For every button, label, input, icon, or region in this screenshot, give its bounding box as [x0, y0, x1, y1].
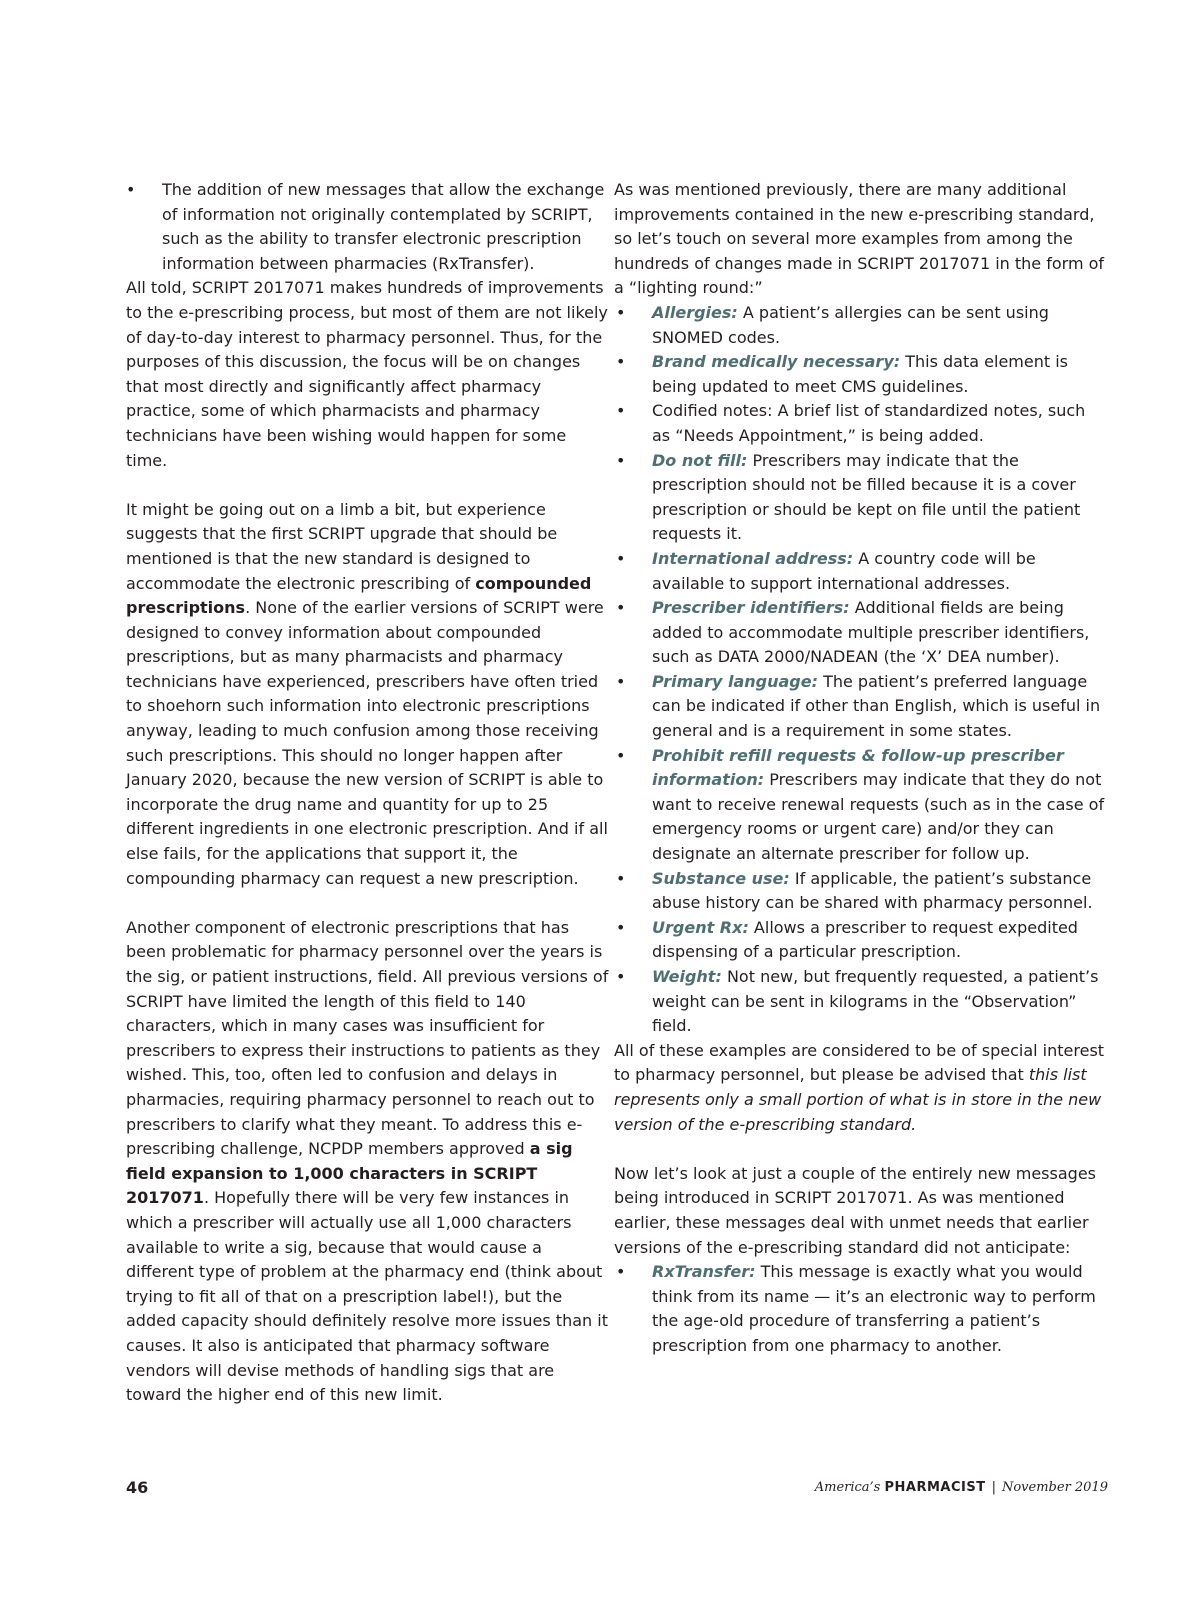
list-item [614, 670, 1108, 744]
list-item [614, 449, 1108, 547]
left-column [126, 178, 610, 1432]
para2-text-b: . None of the earlier versions of SCRIPT were designed to convey information about compounded prescriptions, but as many pharmacists and pharmacy technicians have experienced, prescribers have often tried to shoehorn such information into electronic prescriptions anyway, leading to much confusion among those receiving such prescriptions. This should no longer happen after January 2020, because the new version of SCRIPT is able to incorporate the drug name and quantity for up to 25 different ingredients in one electronic prescription. And if all else fails, for the applications that support it, the compounding pharmacy can request a new prescription. [126, 598, 608, 888]
item-text: Additional fields are being added to accommodate multiple prescriber identifiers, such as DATA 2000/NADEAN (the ‘X’ DEA number). [652, 598, 1090, 667]
para3-text-b: . Hopefully there will be very few instances in which a prescriber will actually use all 1,000 characters available to write a sig, because that would cause a different type of problem at the pharmacy end (think about trying to fit all of that on a prescription label!), but the added capacity should definitely resolve more issues than it causes. It also is anticipated that pharmacy software vendors will devise methods of handling sigs that are toward the higher end of this new limit. [126, 1188, 608, 1405]
list-item [614, 350, 1108, 399]
item-term: International address: [652, 548, 854, 568]
left-bullet-item [126, 178, 610, 276]
item-text: A country code will be available to support international addresses. [652, 548, 1036, 593]
item-term: Brand medically necessary: [652, 352, 901, 372]
item-term: RxTransfer: [652, 1262, 756, 1282]
list-item [614, 547, 1108, 596]
para2-bold: compounded prescriptions [126, 573, 592, 618]
list-item [614, 596, 1108, 670]
list-item [614, 301, 1108, 350]
new-messages-list [614, 1260, 1108, 1358]
item-term: Prescriber identifiers: [652, 598, 850, 618]
item-term: Primary language: [652, 671, 818, 691]
item-text: Allows a prescriber to request expedited dispensing of a particular prescription. [652, 917, 1078, 962]
masthead-name: PHARMACIST [884, 1480, 986, 1495]
para-all-italic: this list represents only a small portion of what is in store in the new version of the e-prescribing standard. [614, 1065, 1102, 1134]
item-text: Codified notes: A brief list of standardized notes, such as “Needs Appointment,” is being added. [652, 401, 1086, 445]
issue-date: November 2019 [1001, 1480, 1108, 1495]
left-bullet-text: The addition of new messages that allow the exchange of information not originally contemplated by SCRIPT, such as the ability to transfer electronic prescription information between pharmacies (RxTransfer). [162, 180, 605, 273]
list-item [614, 965, 1108, 1039]
item-term: Prohibit refill requests & follow-up prescriber information: [652, 745, 1064, 790]
item-term: Substance use: [652, 868, 790, 888]
page-footer [126, 1478, 1108, 1502]
list-item [614, 916, 1108, 965]
item-text: This message is exactly what you would think from its name — it’s an electronic way to perform the age-old procedure of transferring a patient’s prescription from one pharmacy to another. [652, 1262, 1096, 1355]
list-item [614, 1260, 1108, 1358]
masthead [815, 1480, 1108, 1495]
left-bullet-list [126, 178, 610, 276]
paragraph-compounded [126, 498, 610, 892]
para2-text-a: It might be going out on a limb a bit, but experience suggests that the first SCRIPT upgrade that should be mentioned is that the new standard is designed to accommodate the electronic prescribing of [126, 499, 558, 593]
masthead-prefix: America’s [814, 1480, 881, 1495]
item-text: Prescribers may indicate that the prescription should not be filled because it is a cover prescription or should be kept on file until the patient requests it. [652, 450, 1081, 544]
paragraph-new-messages: Now let’s look at just a couple of the entirely new messages being introduced in SCRIPT 2017071. As was mentioned earlier, these messages deal with unmet needs that earlier versions of the e-prescribing standard did not anticipate: [614, 1163, 1096, 1257]
para3-text-a: Another component of electronic prescriptions that has been problematic for pharmacy personnel over the years is the sig, or patient instructions, field. All previous versions of SCRIPT have limited the length of this field to 140 characters, which in many cases was insufficient for prescribers to express their instructions to patients as they wished. This, too, often led to confusion and delays in pharmacies, requiring pharmacy personnel to reach out to prescribers to clarify what they meant. To address this e-prescribing challenge, NCPDP members approved [126, 917, 609, 1159]
paragraph-sig-field [126, 916, 610, 1408]
item-text: Not new, but frequently requested, a patient’s weight can be sent in kilograms in the “Observation” field. [652, 967, 1099, 1036]
item-text: Prescribers may indicate that they do not want to receive renewal requests (such as in the case of emergency rooms or urgent care) and/or they can designate an alternate prescriber for follow up. [652, 770, 1105, 864]
para-all-text-a: All of these examples are considered to be of special interest to pharmacy personnel, but please be advised that [614, 1040, 1105, 1085]
para3-bold: a sig field expansion to 1,000 characters in SCRIPT 2017071 [126, 1139, 573, 1208]
right-column [614, 178, 1108, 1359]
item-term: Do not fill: [652, 450, 748, 470]
list-item [614, 399, 1108, 448]
list-item [614, 867, 1108, 916]
list-item [614, 744, 1108, 867]
paragraph-lighting-round-intro: As was mentioned previously, there are many additional improvements contained in the new e-prescribing standard, so let’s touch on several more examples from among the hundreds of changes made in SCRIPT 2017071 in the form of a “lighting round:” [614, 180, 1105, 298]
lighting-round-list [614, 301, 1108, 1039]
item-text: A patient’s allergies can be sent using SNOMED codes. [652, 302, 1049, 347]
item-text: If applicable, the patient’s substance abuse history can be shared with pharmacy personnel. [652, 868, 1093, 913]
masthead-separator: | [991, 1480, 996, 1495]
page-number: 46 [126, 1478, 149, 1497]
item-term: Urgent Rx: [652, 917, 749, 937]
item-text: This data element is being updated to meet CMS guidelines. [652, 352, 1068, 396]
item-term: Allergies: [652, 302, 738, 322]
item-term: Weight: [652, 967, 722, 986]
paragraph-special-interest [614, 1039, 1108, 1137]
paragraph-improvements: All told, SCRIPT 2017071 makes hundreds of improvements to the e-prescribing process, but most of them are not likely of day-to-day interest to pharmacy personnel. Thus, for the purposes of this discussion, the focus will be on changes that most directly and significantly affect pharmacy practice, some of which pharmacists and pharmacy technicians have been wishing would happen for some time. [126, 278, 608, 470]
item-text: The patient’s preferred language can be indicated if other than English, which is useful in general and is a requirement in some states. [652, 671, 1101, 741]
